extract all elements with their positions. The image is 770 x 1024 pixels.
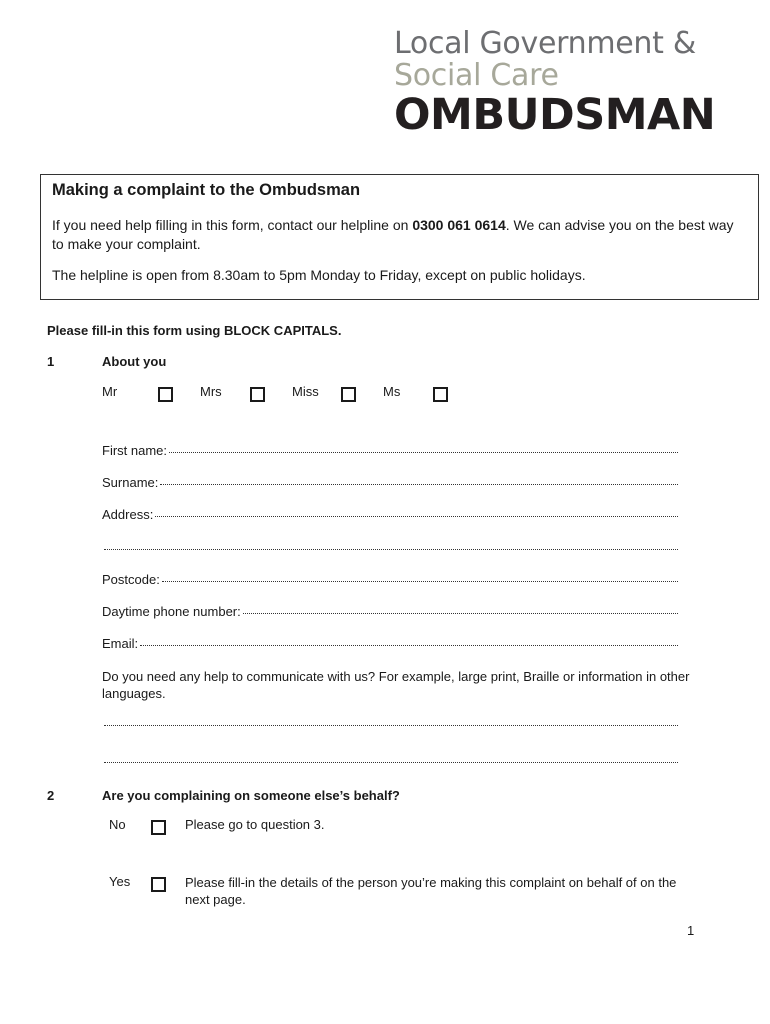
- first-name-field[interactable]: [102, 443, 678, 458]
- behalf-no-label: No: [109, 817, 126, 832]
- intro-text-after-phone: . We can advise you on the best way to make your complaint.: [52, 217, 734, 252]
- behalf-no-checkbox[interactable]: [151, 820, 166, 835]
- section-1-number: 1: [47, 354, 55, 369]
- page-number: 1: [687, 923, 695, 938]
- title-mr-label: Mr: [102, 384, 118, 399]
- intro-text-before-phone: If you need help filling in this form, contact our helpline on: [52, 217, 413, 233]
- title-mr-checkbox[interactable]: [158, 387, 173, 402]
- logo-line-3: OMBUDSMAN: [394, 90, 716, 140]
- surname-field[interactable]: [102, 475, 678, 490]
- surname-label: Surname:: [102, 475, 159, 490]
- section-2-heading: Are you complaining on someone else’s behalf?: [102, 788, 400, 803]
- address-line-2[interactable]: [104, 549, 678, 550]
- intro-paragraph-helpline: [52, 216, 742, 254]
- section-2-number: 2: [47, 788, 55, 803]
- helpline-number: 0300 061 0614: [412, 217, 506, 233]
- communication-help-line-2[interactable]: [104, 762, 678, 763]
- block-capitals-instruction: Please fill-in this form using BLOCK CAPITALS.: [47, 323, 342, 338]
- surname-line[interactable]: [160, 483, 678, 485]
- behalf-yes-instruction: Please fill-in the details of the person you’re making this complaint on behalf of on the next page.: [185, 875, 677, 907]
- behalf-no-instruction: Please go to question 3.: [185, 817, 325, 832]
- title-miss-label: Miss: [292, 384, 319, 399]
- logo-line-2: Social Care: [394, 58, 559, 93]
- postcode-field[interactable]: [102, 572, 678, 587]
- first-name-label: First name:: [102, 443, 168, 458]
- intro-paragraph-hours: The helpline is open from 8.30am to 5pm Monday to Friday, except on public holidays.: [52, 267, 586, 283]
- intro-title: Making a complaint to the Ombudsman: [52, 181, 361, 199]
- phone-field[interactable]: [102, 604, 678, 619]
- address-line[interactable]: [155, 515, 678, 517]
- logo-line-1: Local Government &: [394, 26, 696, 61]
- behalf-yes-label: Yes: [109, 874, 131, 889]
- communication-help-line-1[interactable]: [104, 725, 678, 726]
- email-label: Email:: [102, 636, 139, 651]
- postcode-line[interactable]: [162, 580, 678, 582]
- title-mrs-label: Mrs: [200, 384, 222, 399]
- title-mrs-checkbox[interactable]: [250, 387, 265, 402]
- title-miss-checkbox[interactable]: [341, 387, 356, 402]
- section-1-heading: About you: [102, 354, 167, 369]
- communication-help-question: Do you need any help to communicate with us? For example, large print, Braille or information in other languages.: [102, 669, 690, 701]
- title-ms-checkbox[interactable]: [433, 387, 448, 402]
- behalf-yes-checkbox[interactable]: [151, 877, 166, 892]
- address-field[interactable]: [102, 507, 678, 522]
- title-ms-label: Ms: [383, 384, 401, 399]
- postcode-label: Postcode:: [102, 572, 160, 587]
- address-label: Address:: [102, 507, 154, 522]
- email-line[interactable]: [140, 644, 678, 646]
- intro-box: [40, 174, 759, 300]
- phone-label: Daytime phone number:: [102, 604, 241, 619]
- phone-line[interactable]: [243, 612, 678, 614]
- first-name-line[interactable]: [169, 451, 678, 453]
- email-field[interactable]: [102, 636, 678, 651]
